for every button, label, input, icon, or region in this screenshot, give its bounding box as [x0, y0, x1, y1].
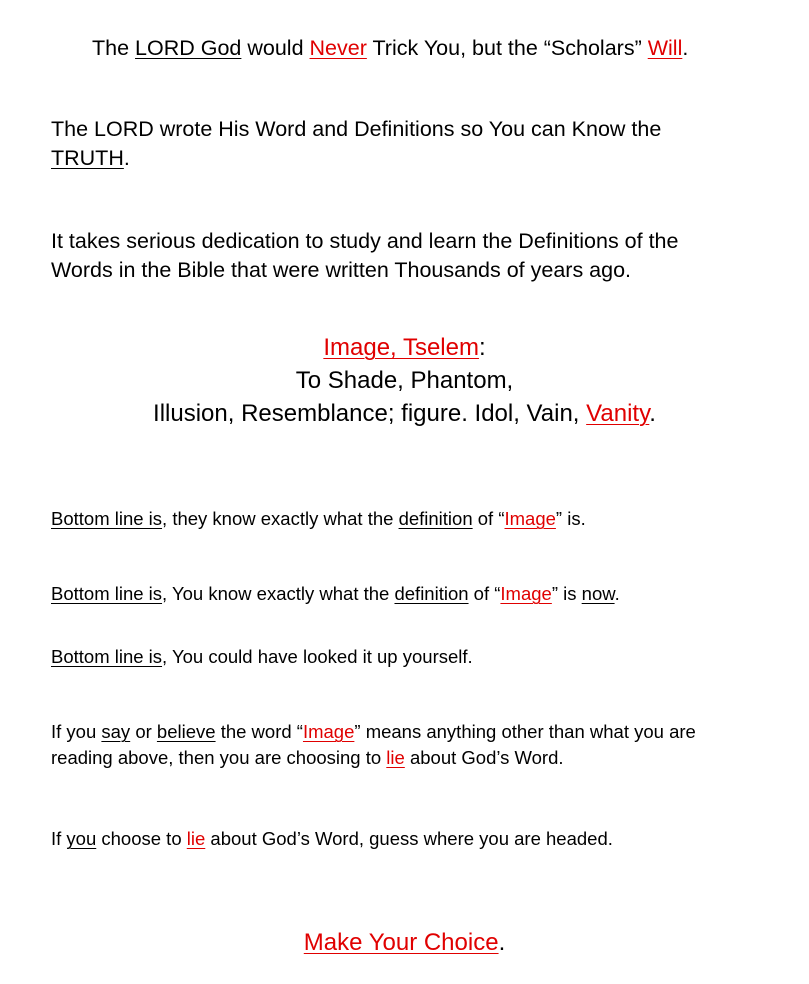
heading-text: The: [92, 36, 136, 60]
definition-underlined: definition: [398, 508, 473, 529]
heading-period: .: [682, 36, 689, 60]
heading-text: would: [241, 36, 310, 60]
bottom-line-3: [51, 646, 473, 668]
text-run: of “: [472, 508, 505, 529]
truth-para-line2: [51, 146, 130, 171]
text-run: , You could have looked it up yourself.: [162, 646, 473, 667]
make-your-choice: Make Your Choice: [303, 929, 499, 956]
image-red-underlined: Image: [504, 508, 556, 529]
text-run: ” means anything other than what you are: [354, 721, 696, 742]
definition-line3-text: Illusion, Resemblance; figure. Idol, Vain,: [153, 400, 587, 427]
text-run: of “: [468, 583, 501, 604]
will-red-underlined: Will: [647, 36, 683, 60]
image-red-underlined: Image: [500, 583, 552, 604]
definition-colon: :: [478, 334, 486, 361]
you-underlined: you: [66, 828, 97, 849]
truth-underlined: TRUTH: [51, 146, 124, 170]
closing-period: .: [498, 929, 506, 956]
bottom-line-lead: Bottom line is: [51, 646, 163, 667]
truth-period: .: [123, 146, 130, 170]
say-para-line1: [51, 721, 696, 743]
bottom-line-1: [51, 508, 586, 530]
text-run: ” is: [551, 583, 582, 604]
definition-term: Image, Tselem: [323, 334, 479, 361]
definition-period: .: [649, 400, 656, 427]
text-run: or: [130, 721, 157, 742]
text-run: If you: [51, 721, 102, 742]
bottom-line-lead: Bottom line is: [51, 583, 163, 604]
definition-term-line: [0, 334, 809, 362]
text-run: reading above, then you are choosing to: [51, 747, 387, 768]
definition-line3: [0, 400, 809, 428]
heading-text: Trick You, but the “Scholars”: [366, 36, 648, 60]
never-red-underlined: Never: [309, 36, 367, 60]
bottom-line-2: [51, 583, 620, 605]
lie-red-underlined: lie: [386, 747, 405, 768]
dedication-line2: Words in the Bible that were written Thousands of years ago.: [51, 258, 632, 282]
text-run: about God’s Word, guess where you are headed.: [205, 828, 613, 849]
lord-god-underlined: LORD God: [135, 36, 242, 60]
text-run: , they know exactly what the: [162, 508, 399, 529]
text-run: the word “: [215, 721, 303, 742]
believe-underlined: believe: [156, 721, 216, 742]
definition-line2: To Shade, Phantom,: [295, 367, 514, 394]
bottom-line-lead: Bottom line is: [51, 508, 163, 529]
vanity-red-underlined: Vanity: [586, 400, 650, 427]
text-run: about God’s Word.: [404, 747, 564, 768]
text-run: If: [51, 828, 67, 849]
image-red-underlined: Image: [302, 721, 355, 742]
lie-red-underlined: lie: [186, 828, 206, 849]
truth-para-line1: The LORD wrote His Word and Definitions so You can Know the: [51, 117, 662, 141]
say-para-line2: [51, 747, 564, 769]
text-run: , You know exactly what the: [162, 583, 395, 604]
choose-para: [51, 828, 613, 850]
dedication-line1: It takes serious dedication to study and learn the Definitions of the: [51, 229, 679, 253]
heading-line: [92, 36, 688, 61]
text-run: choose to: [96, 828, 187, 849]
closing-line: [0, 929, 809, 957]
now-underlined: now: [581, 583, 615, 604]
definition-underlined: definition: [394, 583, 469, 604]
text-run: ” is.: [555, 508, 586, 529]
text-run: .: [614, 583, 620, 604]
say-underlined: say: [101, 721, 131, 742]
